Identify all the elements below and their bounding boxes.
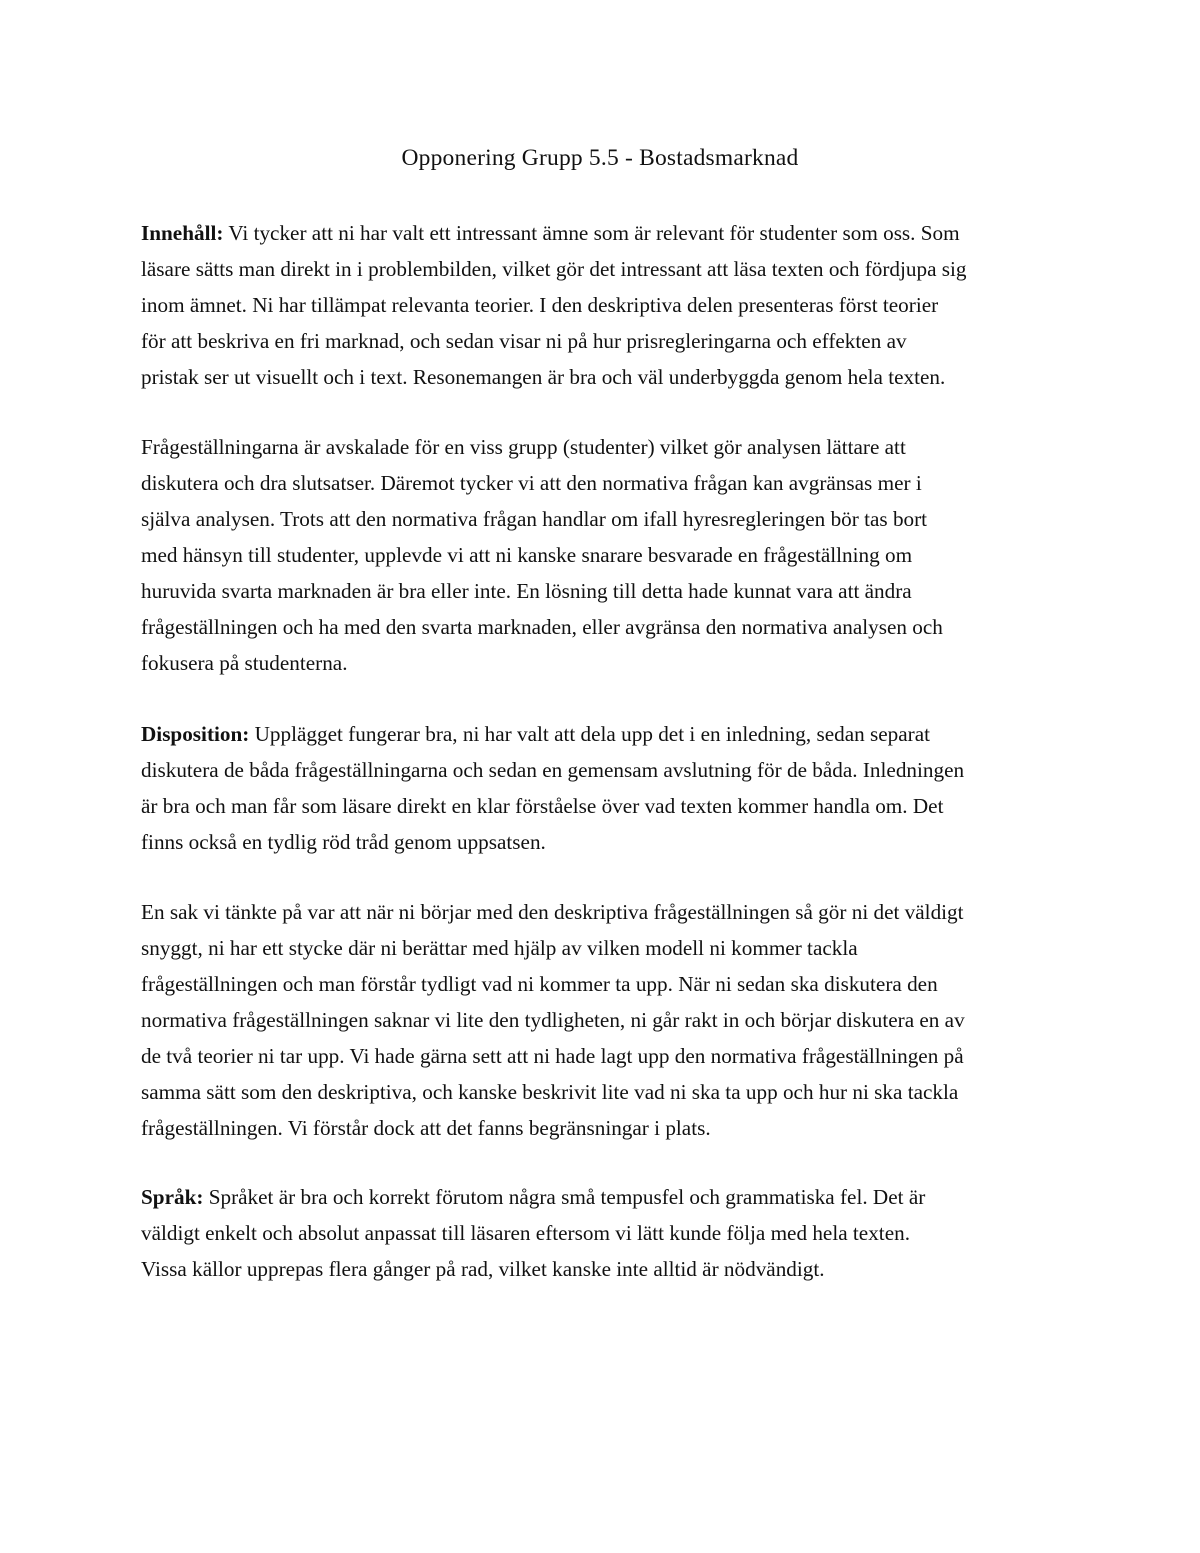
- paragraph-line: läsare sätts man direkt in i problembilden, vilket gör det intressant att läsa texten och fördjupa sig: [141, 257, 967, 281]
- paragraph-line: Språk: Språket är bra och korrekt förutom några små tempusfel och grammatiska fel. Det är: [141, 1185, 926, 1209]
- paragraph-line: själva analysen. Trots att den normativa frågan handlar om ifall hyresregleringen bör tas bort: [141, 507, 928, 531]
- document-title: Opponering Grupp 5.5 - Bostadsmarknad: [401, 145, 799, 171]
- paragraph-line: är bra och man får som läsare direkt en klar förståelse över vad texten kommer handla om. Det: [141, 794, 944, 818]
- section-heading-disposition: Disposition:: [141, 722, 250, 746]
- section-heading-sprak: Språk:: [141, 1185, 204, 1209]
- paragraph-en-sak: [141, 894, 1071, 1146]
- paragraph-fragestallningar: [141, 429, 1071, 681]
- paragraph-line: de två teorier ni tar upp. Vi hade gärna sett att ni hade lagt upp den normativa frågeställningen på: [141, 1044, 964, 1068]
- paragraph-line: diskutera och dra slutsatser. Däremot tycker vi att den normativa frågan kan avgränsas mer i: [141, 471, 922, 495]
- paragraph-line: snyggt, ni har ett stycke där ni berättar med hjälp av vilken modell ni kommer tackla: [141, 936, 858, 960]
- paragraph-line: huruvida svarta marknaden är bra eller inte. En lösning till detta hade kunnat vara att ändra: [141, 579, 912, 603]
- paragraph-line: för att beskriva en fri marknad, och sedan visar ni på hur prisregleringarna och effekten av: [141, 329, 907, 353]
- paragraph-line: diskutera de båda frågeställningarna och sedan en gemensam avslutning för de båda. Inledningen: [141, 758, 965, 782]
- paragraph-disposition: [141, 716, 1071, 860]
- paragraph-line: Frågeställningarna är avskalade för en viss grupp (studenter) vilket gör analysen lättare att: [141, 435, 906, 459]
- paragraph-line: samma sätt som den deskriptiva, och kanske beskrivit lite vad ni ska ta upp och hur ni ska tackla: [141, 1080, 959, 1104]
- paragraph-line: normativa frågeställningen saknar vi lite den tydligheten, ni går rakt in och börjar diskutera en av: [141, 1008, 965, 1032]
- paragraph-line: frågeställningen och man förstår tydligt vad ni kommer ta upp. När ni sedan ska diskutera den: [141, 972, 938, 996]
- paragraph-line: väldigt enkelt och absolut anpassat till läsaren eftersom vi lätt kunde följa med hela texten.: [141, 1221, 910, 1245]
- paragraph-line: finns också en tydlig röd tråd genom uppsatsen.: [141, 830, 546, 854]
- paragraph-line: med hänsyn till studenter, upplevde vi att ni kanske snarare besvarade en frågeställning om: [141, 543, 913, 567]
- paragraph-line: En sak vi tänkte på var att när ni börjar med den deskriptiva frågeställningen så gör ni det väldigt: [141, 900, 964, 924]
- paragraph-line: pristak ser ut visuellt och i text. Resonemangen är bra och väl underbyggda genom hela texten.: [141, 365, 946, 389]
- section-heading-innehall: Innehåll:: [141, 221, 224, 245]
- paragraph-line: frågeställningen. Vi förstår dock att det fanns begränsningar i plats.: [141, 1116, 711, 1140]
- paragraph-line: fokusera på studenterna.: [141, 651, 348, 675]
- paragraph-line: frågeställningen och ha med den svarta marknaden, eller avgränsa den normativa analysen och: [141, 615, 943, 639]
- paragraph-line: Innehåll: Vi tycker att ni har valt ett intressant ämne som är relevant för studenter som oss. Som: [141, 221, 960, 245]
- paragraph-innehall: [141, 215, 1071, 395]
- paragraph-line: Vissa källor upprepas flera gånger på rad, vilket kanske inte alltid är nödvändigt.: [141, 1257, 825, 1281]
- paragraph-line: inom ämnet. Ni har tillämpat relevanta teorier. I den deskriptiva delen presenteras först teorier: [141, 293, 939, 317]
- paragraph-line: Disposition: Upplägget fungerar bra, ni har valt att dela upp det i en inledning, sedan separat: [141, 722, 931, 746]
- paragraph-sprak: [141, 1179, 1071, 1287]
